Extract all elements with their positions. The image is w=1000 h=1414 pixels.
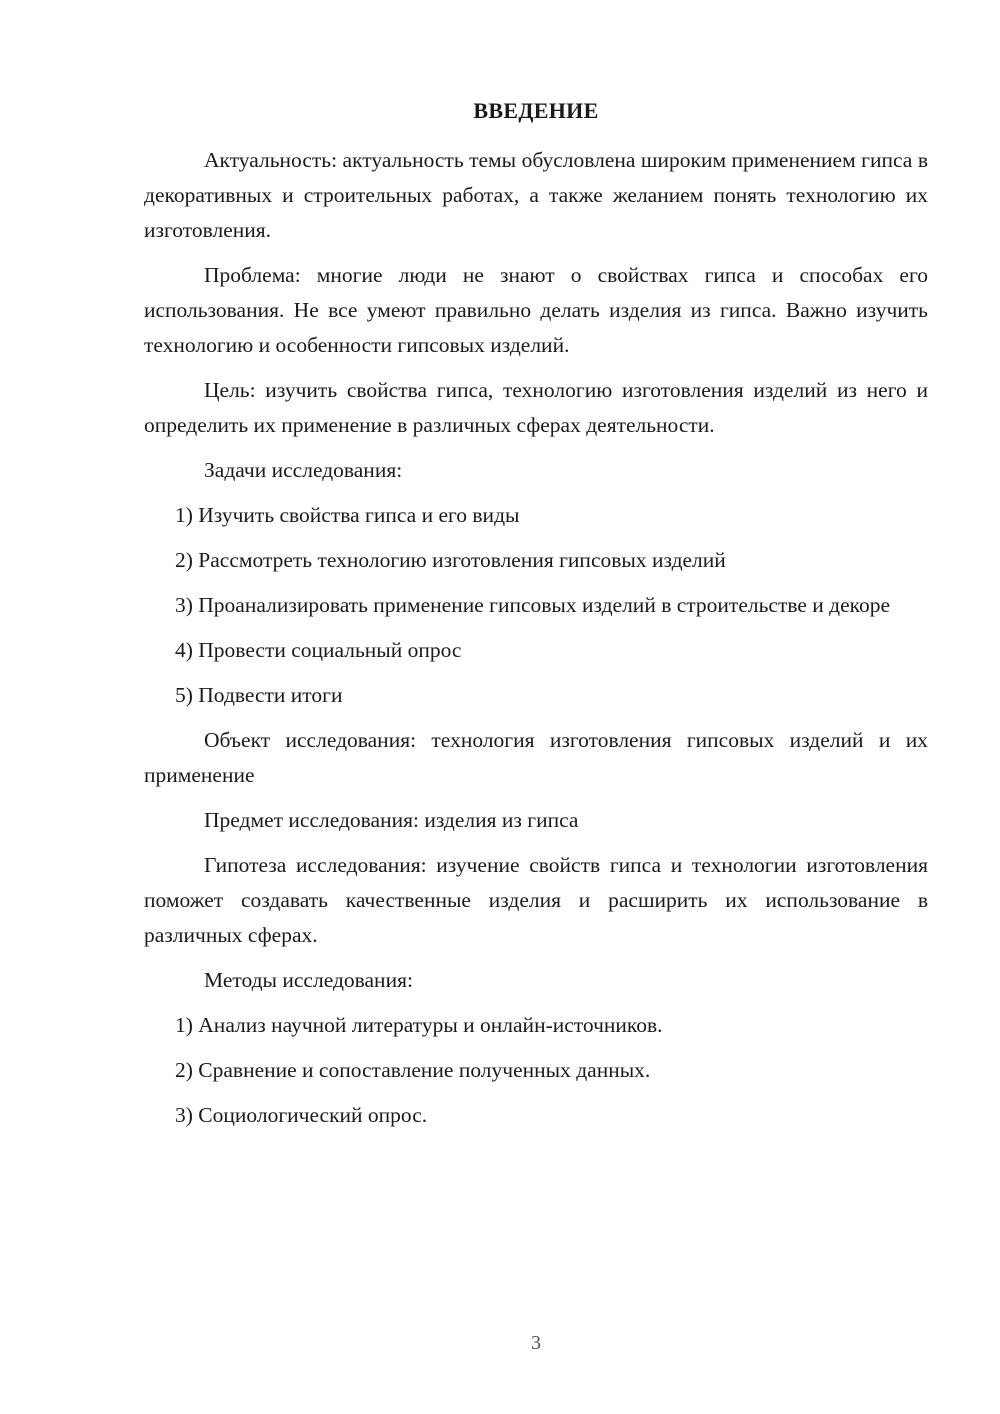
- method-item-3: 3) Социологический опрос.: [175, 1103, 428, 1127]
- document-page: [144, 0, 928, 1414]
- task-item-2: 2) Рассмотреть технологию изготовления гипсовых изделий: [175, 548, 726, 572]
- subject-paragraph: Предмет исследования: изделия из гипса: [204, 808, 579, 832]
- object-paragraph: Объект исследования: технология изготовления гипсовых изделий и их применение: [144, 728, 928, 787]
- method-item-1: 1) Анализ научной литературы и онлайн-источников.: [175, 1013, 663, 1037]
- page-title: ВВЕДЕНИЕ: [473, 98, 599, 123]
- task-item-3: 3) Проанализировать применение гипсовых изделий в строительстве и декоре: [175, 593, 891, 617]
- document-body: [144, 143, 928, 1143]
- method-item-2: 2) Сравнение и сопоставление полученных данных.: [175, 1058, 651, 1082]
- page-number: 3: [531, 1332, 541, 1354]
- hypothesis-paragraph: Гипотеза исследования: изучение свойств гипса и технологии изготовления поможет создавать качественные изделия и расширить их использование в различных сферах.: [144, 853, 928, 947]
- tasks-heading: Задачи исследования:: [204, 458, 403, 482]
- goal-paragraph: Цель: изучить свойства гипса, технологию изготовления изделий из него и определить их применение в различных сферах деятельности.: [144, 378, 928, 437]
- task-item-5: 5) Подвести итоги: [175, 683, 343, 707]
- methods-heading: Методы исследования:: [204, 968, 413, 992]
- relevance-paragraph: Актуальность: актуальность темы обусловлена широким применением гипса в декоративных и строительных работах, а также желанием понять технологию их изготовления.: [144, 148, 928, 242]
- task-item-4: 4) Провести социальный опрос: [175, 638, 462, 662]
- task-item-1: 1) Изучить свойства гипса и его виды: [175, 503, 520, 527]
- problem-paragraph: Проблема: многие люди не знают о свойствах гипса и способах его использования. Не все умеют правильно делать изделия из гипса. Важно изучить технологию и особенности гипсовых изделий.: [144, 263, 928, 357]
